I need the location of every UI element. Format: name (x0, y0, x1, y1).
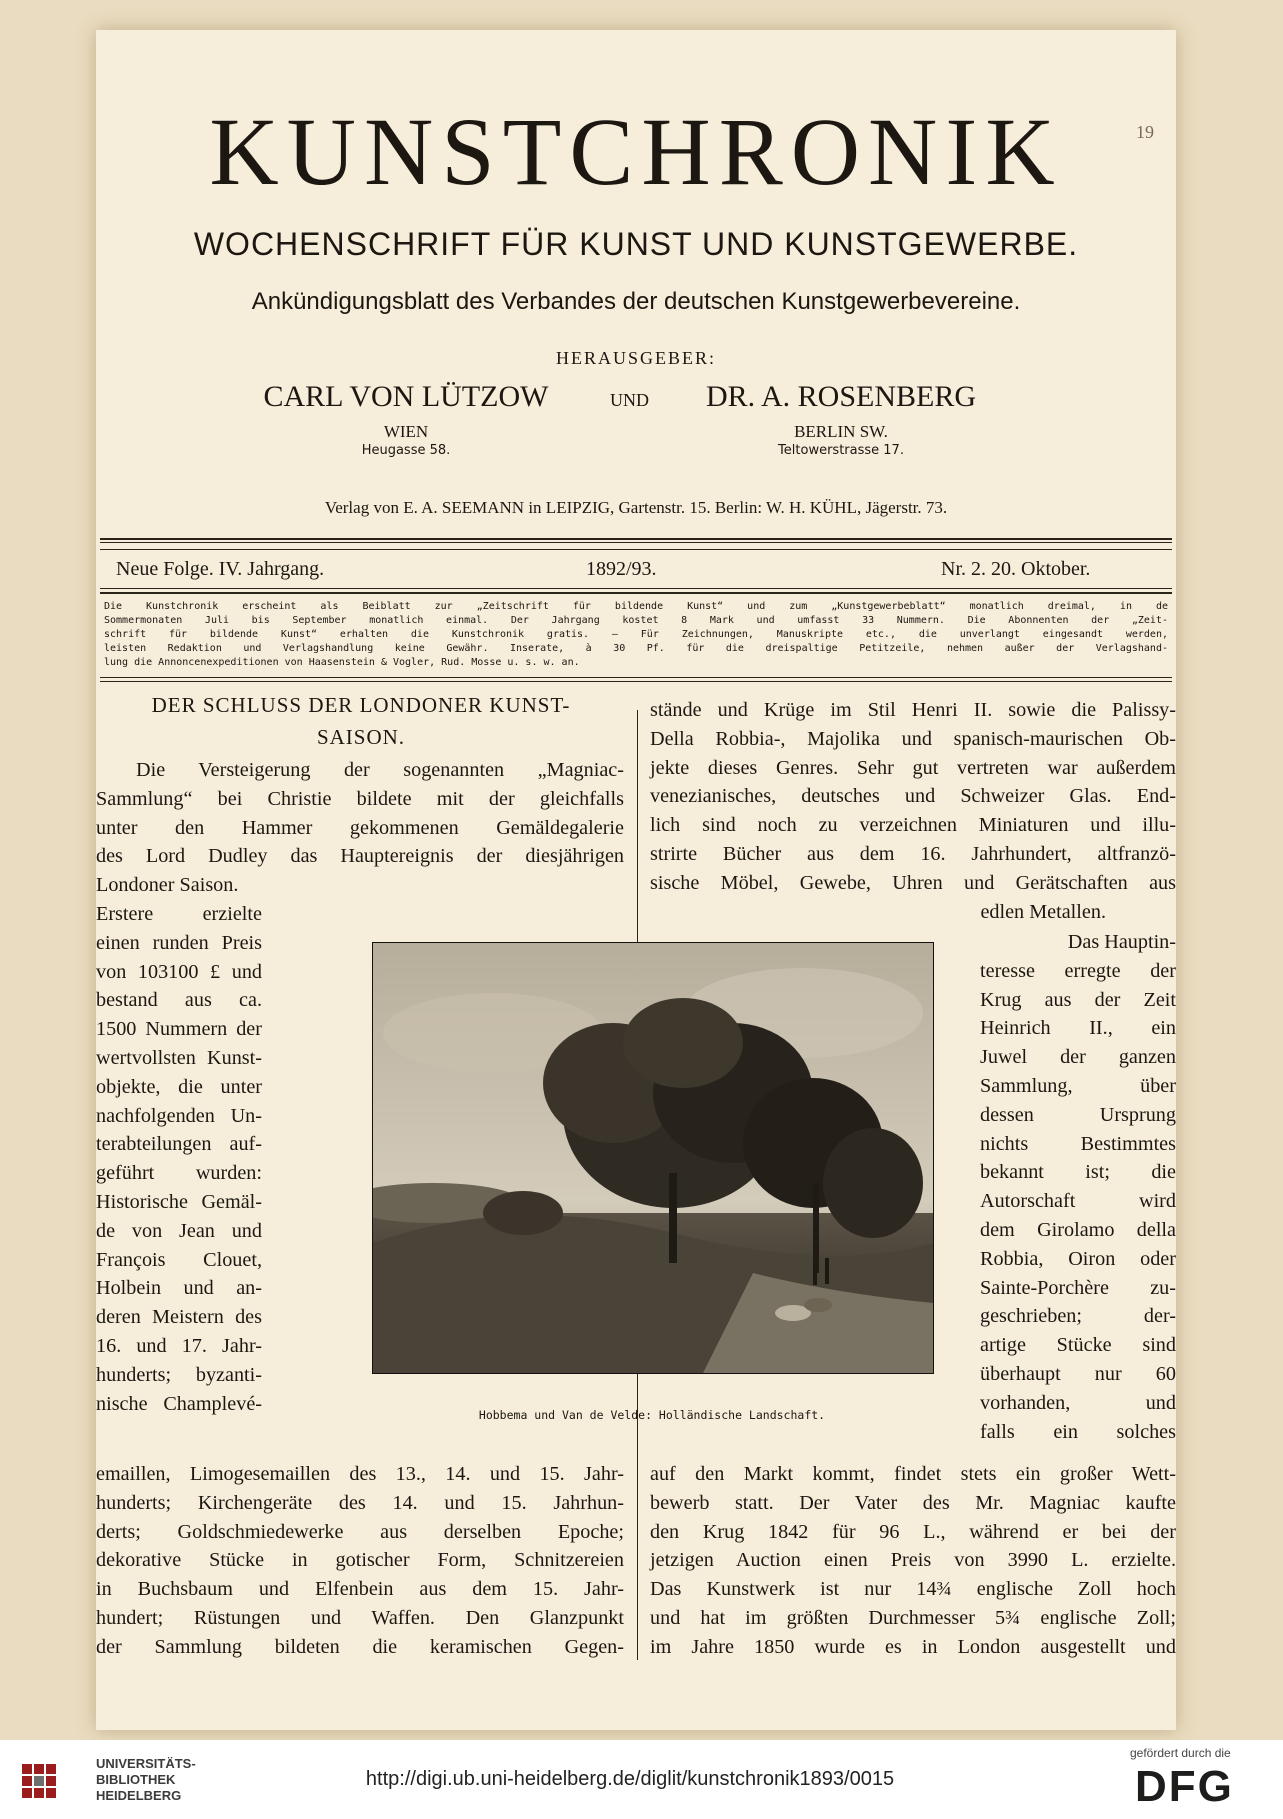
text-line: Londoner Saison. (96, 874, 239, 897)
text-line: Robbia, Oiron oder (980, 1247, 1176, 1270)
text-line: einen runden Preis (96, 931, 262, 954)
funded-by-label: gefördert durch die (1130, 1746, 1231, 1760)
text-line: nichts Bestimmtes (980, 1132, 1176, 1155)
text-line: Holbein und an- (96, 1277, 262, 1300)
article-heading-line1: DER SCHLUSS DER LONDONER KUNST- (151, 693, 571, 717)
article-heading-line2: SAISON. (316, 725, 406, 749)
landscape-drawing (373, 943, 933, 1373)
text-line: de von Jean und (96, 1219, 262, 1242)
landscape-illustration (372, 942, 934, 1374)
und-connector: UND (610, 390, 649, 410)
editor1-city: WIEN (383, 422, 429, 441)
text-line: Die Versteigerung der sogenannten „Magniac- (136, 759, 624, 781)
rule-top-1 (100, 538, 1172, 540)
text-line: Das Kunstwerk ist nur 14¾ englische Zoll hoch (650, 1578, 1176, 1601)
text-line: terabteilungen auf- (96, 1133, 262, 1156)
text-line: teresse erregte der (980, 959, 1176, 982)
text-line: derts; Goldschmiedewerke aus derselben Epoche; (96, 1520, 624, 1543)
text-line: artige Stücke sind (980, 1334, 1176, 1357)
text-line: Das Hauptin- (1067, 931, 1176, 953)
rule-bottom-1 (100, 677, 1172, 678)
text-line: bewerb statt. Der Vater des Mr. Magniac kaufte (650, 1491, 1176, 1514)
issue-series: Neue Folge. IV. Jahrgang. (116, 558, 325, 580)
text-line: strirte Bücher aus dem 16. Jahrhundert, altfranzö- (650, 842, 1176, 865)
text-line: jetzigen Auction einen Preis von 3990 L. erzielte. (650, 1549, 1176, 1572)
notice-line: schrift für bildende Kunst“ erhalten die Kunstchronik gratis. — Für Zeichnungen, Manuskripte etc., die unverlangt eingesandt werden, (104, 629, 1168, 640)
editor2-name: DR. A. ROSENBERG (705, 380, 977, 413)
text-line: bekannt ist; die (980, 1161, 1176, 1184)
issue-year: 1892/93. (586, 558, 657, 580)
text-line: im Jahre 1850 wurde es in London ausgestellt und (650, 1635, 1176, 1658)
text-line: venezianisches, deutsches und Schweizer Glas. End- (650, 785, 1176, 808)
notice-line: Sommermonaten Juli bis September monatlich einmal. Der Jahrgang kostet 8 Mark und umfasst 33 Nummern. Die Abonnenten der „Zeit- (104, 615, 1168, 626)
masthead-subtitle: WOCHENSCHRIFT FÜR KUNST UND KUNSTGEWERBE. (193, 226, 1079, 262)
text-line: bestand aus ca. (96, 989, 262, 1012)
right-column-bottom (650, 1460, 1176, 1662)
left-column-top (96, 756, 624, 900)
herausgeber-label: HERAUSGEBER: (555, 348, 716, 368)
library-line: HEIDELBERG (96, 1788, 182, 1803)
text-line: dekorative Stücke in gotischer Form, Schnitzereien (96, 1549, 624, 1572)
editor1-name: CARL VON LÜTZOW (263, 380, 549, 413)
left-column-bottom (96, 1460, 624, 1662)
text-line: Sammlung, über (980, 1074, 1176, 1097)
text-line: dessen Ursprung (980, 1103, 1176, 1126)
text-line: der Sammlung bildeten die keramischen Gegen- (96, 1635, 624, 1658)
editor2-address: Teltowerstrasse 17. (778, 443, 904, 458)
text-line: in Buchsbaum und Elfenbein aus dem 15. Jahr- (96, 1578, 624, 1601)
source-url-link[interactable]: http://digi.ub.uni-heidelberg.de/diglit/kunstchronik1893/0015 (365, 1768, 895, 1790)
newspaper-page (96, 30, 1176, 1730)
digitization-footer (0, 1740, 1283, 1819)
masthead-title: KUNSTCHRONIK (209, 98, 1063, 205)
text-line: Historische Gemäl- (96, 1190, 262, 1213)
rule-top-3 (100, 549, 1172, 550)
university-library-logo-icon (22, 1760, 86, 1806)
text-line: Krug aus der Zeit (980, 988, 1176, 1011)
text-line: Autorschaft wird (980, 1190, 1176, 1213)
rule-top-2 (100, 542, 1172, 543)
text-line: auf den Markt kommt, findet stets ein großer Wett- (650, 1463, 1176, 1485)
text-line: vorhanden, und (980, 1391, 1176, 1414)
text-line: objekte, die unter (96, 1075, 262, 1098)
text-line: Sainte-Porchère zu- (980, 1276, 1176, 1299)
text-line: hunderts; byzanti- (96, 1363, 262, 1386)
text-line: hundert; Rüstungen und Waffen. Den Glanzpunkt (96, 1606, 624, 1629)
notice-line: lung die Annoncenexpeditionen von Haasenstein & Vogler, Rud. Mosse u. s. w. an. (104, 657, 580, 668)
text-line: des Lord Dudley das Hauptereignis der diesjährigen (96, 845, 624, 868)
right-column-top (650, 696, 1176, 926)
editor2-city: BERLIN SW. (794, 422, 888, 441)
text-line: geführt wurden: (96, 1162, 262, 1185)
text-line: geschrieben; der- (980, 1305, 1176, 1328)
text-line: dem Girolamo della (980, 1218, 1176, 1241)
text-line: wertvollsten Kunst- (96, 1046, 262, 1069)
text-line: jekte dieses Genres. Sehr gut vertreten war außerdem (650, 756, 1176, 779)
text-line: nachfolgenden Un- (96, 1104, 262, 1127)
right-column-narrow (980, 928, 1176, 1446)
text-line: deren Meistern des (96, 1306, 262, 1329)
text-line: überhaupt nur 60 (980, 1362, 1176, 1385)
text-line: Heinrich II., ein (980, 1017, 1176, 1040)
editor1-address: Heugasse 58. (361, 443, 451, 458)
text-line: sische Möbel, Gewebe, Uhren und Gerätschaften aus (650, 871, 1176, 894)
illustration-caption: Hobbema und Van de Velde: Holländische Landschaft. (478, 1408, 826, 1422)
rule-bottom-2 (100, 681, 1172, 682)
text-line: François Clouet, (96, 1248, 262, 1271)
text-line: und hat im größten Durchmesser 5¾ englische Zoll; (650, 1606, 1176, 1629)
text-line: den Krug 1842 für 96 L., während er bei der (650, 1520, 1176, 1543)
text-line: 16. und 17. Jahr- (96, 1334, 262, 1357)
text-line: hunderts; Kirchengeräte des 14. und 15. Jahrhun- (96, 1491, 624, 1514)
text-line: falls ein solches (980, 1420, 1176, 1443)
dfg-logo: DFG (1135, 1762, 1234, 1811)
page-number: 19 (1136, 122, 1154, 142)
university-library-name (96, 1756, 196, 1804)
announcement-line: Ankündigungsblatt des Verbandes der deutschen Kunstgewerbevereine. (251, 288, 1021, 315)
text-line: emaillen, Limogesemaillen des 13., 14. und 15. Jahr- (96, 1463, 624, 1485)
left-column-narrow (96, 900, 262, 1418)
subscription-notice (104, 600, 1168, 670)
text-line: edlen Metallen. (980, 900, 1106, 923)
publisher-line: Verlag von E. A. SEEMANN in LEIPZIG, Gartenstr. 15. Berlin: W. H. KÜHL, Jägerstr. 73. (324, 498, 948, 517)
text-line: 1500 Nummern der (96, 1018, 262, 1041)
text-line: unter den Hammer gekommenen Gemäldegalerie (96, 816, 624, 839)
issue-number-date: Nr. 2. 20. Oktober. (941, 558, 1091, 580)
library-line: BIBLIOTHEK (96, 1772, 176, 1787)
text-line: Juwel der ganzen (980, 1046, 1176, 1069)
rule-mid-2 (100, 592, 1172, 594)
library-line: UNIVERSITÄTS- (96, 1756, 196, 1771)
text-line: nische Champlevé- (96, 1392, 262, 1415)
text-line: Erstere erzielte (96, 903, 262, 925)
notice-line: Die Kunstchronik erscheint als Beiblatt zur „Zeitschrift für bildende Kunst“ und zum „Kunstgewerbeblatt“ monatlich dreimal, in de (104, 601, 1168, 612)
text-line: lich sind noch zu verzeichnen Miniaturen und illu- (650, 814, 1176, 837)
text-line: Della Robbia-, Majolika und spanisch-maurischen Ob- (650, 727, 1176, 750)
text-line: von 103100 £ und (96, 960, 262, 983)
rule-mid-1 (100, 588, 1172, 589)
notice-line: leisten Redaktion und Verlagshandlung keine Gewähr. Inserate, à 30 Pf. für die dreispaltige Petitzeile, nehmen außer der Verlagshand- (104, 643, 1168, 654)
text-line: stände und Krüge im Stil Henri II. sowie die Palissy- (650, 699, 1176, 721)
text-line: Sammlung“ bei Christie bildete mit der gleichfalls (96, 787, 624, 810)
